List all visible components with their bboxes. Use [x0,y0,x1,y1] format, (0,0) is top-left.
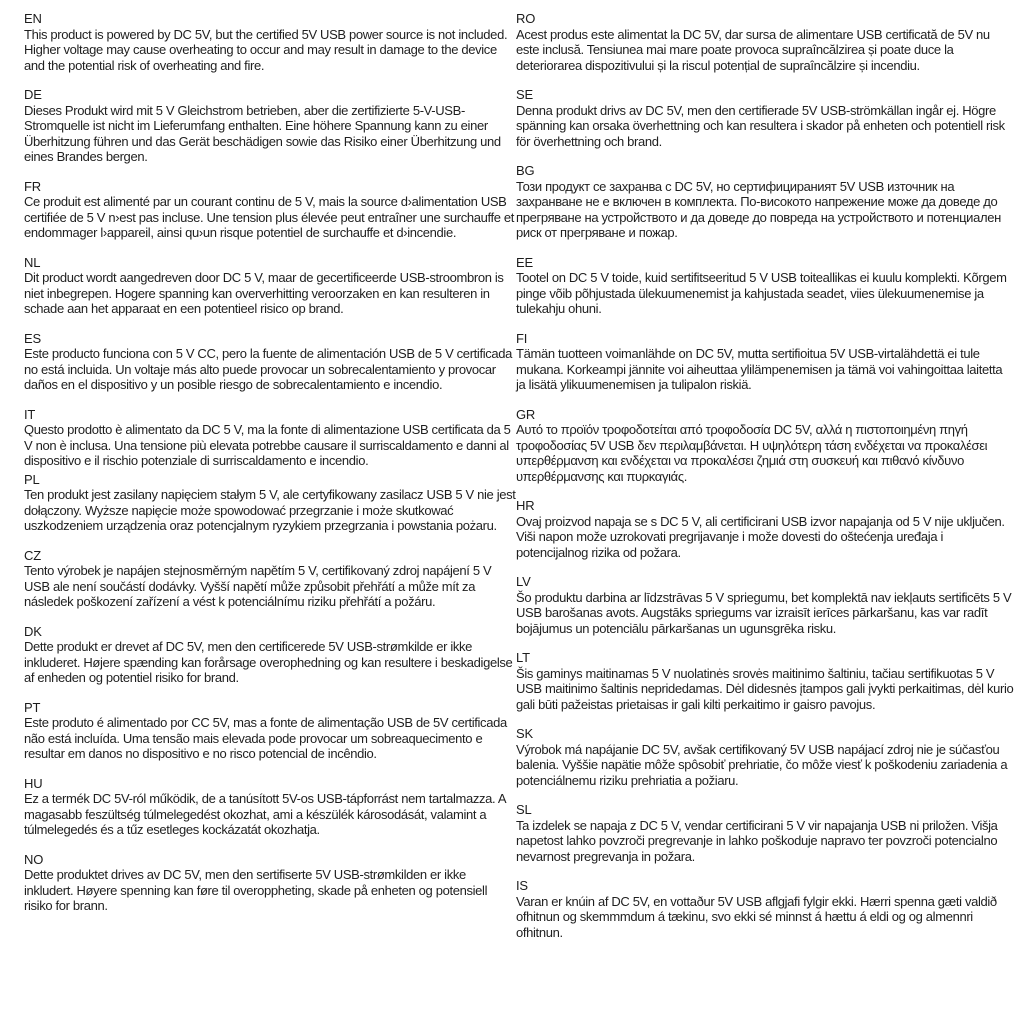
language-section [516,255,1014,317]
language-paragraph: Този продукт се захранва с DC 5V, но сертифицираният 5V USB източник на захранване не е включен в комплекта. По-високото напрежение може да доведе до прегряване на устройството и да доведе до повреда на устройството и потенциален риск от прегряване и пожар. [516,178,1001,240]
language-section [24,407,516,469]
language-code: IT [24,406,36,422]
language-section [24,179,516,241]
language-paragraph: Αυτό το προϊόν τροφοδοτείται από τροφοδοσία DC 5V, αλλά η πιστοποιημένη πηγή τροφοδοσίας 5V USB δεν περιλαμβάνεται. Η υψηλότερη τάση ενδέχεται να προκαλέσει υπερθέρμανση και ενδέχεται να προκαλέσει ζημιά στη συσκευή και πιθανό κίνδυνο υπερθέρμανσης και πυρκαγιάς. [516,422,988,484]
language-paragraph: Dieses Produkt wird mit 5 V Gleichstrom betrieben, aber die zertifizierte 5-V-USB-Stromquelle ist nicht im Lieferumfang enthalten. Eine höhere Spannung kann zu einer Überhitzung führen und das Gerät beschädigen sowie das Risiko einer Überhitzung und eines Brandes bergen. [24,102,501,164]
language-paragraph: Dette produkt er drevet af DC 5V, men den certificerede 5V USB-strømkilde er ikke inkluderet. Højere spænding kan forårsage overophedning og kan resultere i beskadigelse af enheden og potentiel risiko for brand. [24,639,513,685]
language-code: LV [516,574,531,589]
language-paragraph: Dit product wordt aangedreven door DC 5 V, maar de gecertificeerde USB-stroombron is niet inbegrepen. Hogere spanning kan oververhitting veroorzaken en kan resulteren in schade aan het apparaat en een potentieel risico op brand. [24,270,504,316]
language-code: EN [24,11,42,26]
language-paragraph: Ez a termék DC 5V-ról működik, de a tanúsított 5V-os USB-tápforrást nem tartalmazza. A magasabb feszültség túlmelegedést okozhat, ami a készülék károsodását, valamint a túlmelegedés és a tűz esetleges kockázatát okozhatja. [24,791,506,837]
language-code: SE [516,87,533,102]
language-code: FR [24,178,41,194]
language-paragraph: Ten produkt jest zasilany napięciem stałym 5 V, ale certyfikowany zasilacz USB 5 V nie jest dołączony. Wyższe napięcie może spowodować przegrzanie i może skutkować uszkodzeniem urządzenia oraz potencjalnym ryzykiem przegrzania i powstania pożaru. [24,487,516,533]
language-code: NO [24,851,44,867]
language-section [24,548,516,610]
language-paragraph: Výrobok má napájanie DC 5V, avšak certifikovaný 5V USB napájací zdroj nie je súčasťou balenia. Vyššie napätie môže spôsobiť prehriatie, čo môže viesť k poškodeniu zariadenia a potenciálnemu riziku prehriatia a požiaru. [516,741,1008,788]
language-code: DE [24,87,42,102]
language-section [516,802,1014,864]
column-right [516,11,1014,954]
language-code: EE [516,254,533,270]
language-section [516,498,1014,560]
language-paragraph: Tootel on DC 5 V toide, kuid sertifitseeritud 5 V USB toiteallikas ei kuulu komplekti. Kõrgem pinge võib põhjustada ülekuumenemist ja kahjustada seadet, viies ülekuumenemise ja tulekahju ohuni. [516,270,1007,316]
language-code: NL [24,254,41,270]
language-paragraph: Este produto é alimentado por CC 5V, mas a fonte de alimentação USB de 5V certificada não está incluída. Uma tensão mais elevada pode provocar um sobreaquecimento e resultar em danos no dispositivo e no risco potencial de incêndio. [24,715,507,761]
language-code: HU [24,775,43,791]
language-code: ES [24,330,41,346]
language-paragraph: Tento výrobek je napájen stejnosměrným napětím 5 V, certifikovaný zdroj napájení 5 V USB ale není součástí dodávky. Vyšší napětí může způsobit přehřátí a může mít za následek poškození zařízení a vést k potenciálnímu riziku přehřátí a požáru. [24,563,492,609]
language-section [24,700,516,762]
language-section [516,650,1014,712]
language-code: HR [516,498,535,513]
language-section [24,776,516,838]
language-paragraph: Questo prodotto è alimentato da DC 5 V, ma la fonte di alimentazione USB certificata da 5 V non è inclusa. Una tensione più elevata potrebbe causare il surriscaldamento e danni al dispositivo e il rischio potenziale di surriscaldamento e incendio. [24,422,511,468]
language-code: GR [516,406,536,422]
language-section [24,472,516,534]
language-section [24,331,516,393]
language-paragraph: Šis gaminys maitinamas 5 V nuolatinės srovės maitinimo šaltiniu, tačiau sertifikuotas 5 V USB maitinimo šaltinis nepridedamas. Dėl didesnės įtampos gali įvykti perkaitimas, dėl kurio gali būti pažeistas prietaisas ir gali kilti perkaitimo ir gaisro pavojus. [516,665,1014,712]
language-section [24,87,516,165]
language-code: LT [516,650,530,665]
language-paragraph: Dette produktet drives av DC 5V, men den sertifiserte 5V USB-strømkilden er ikke inkludert. Høyere spenning kan føre til overoppheting, skade på enheten og potensiell risiko for brann. [24,867,488,913]
language-code: RO [516,11,536,26]
language-paragraph: Šo produktu darbina ar līdzstrāvas 5 V spriegumu, bet komplektā nav iekļauts sertificēts 5 V USB barošanas avots. Augstāks spriegums var izraisīt ierīces pārkaršanu, kas var radīt bojājumus un potenciālu pārkaršanas un ugunsgrēka risku. [516,589,1012,636]
language-paragraph: Tämän tuotteen voimanlähde on DC 5V, mutta sertifioitua 5V USB-virtalähdettä ei tule mukana. Korkeampi jännite voi aiheuttaa ylilämpenemisen ja tämä voi vahingoittaa laitetta ja lisätä ylikuumenemisen ja tulipalon riskiä. [516,346,1003,392]
language-paragraph: Ta izdelek se napaja z DC 5 V, vendar certificirani 5 V vir napajanja USB ni priložen. Višja napetost lahko povzroči pregrevanje in lahko poškoduje napravo ter povzroči potencialno nevarnost pregrevanja in požara. [516,817,998,864]
language-code: PT [24,699,41,715]
language-section [516,726,1014,788]
language-section [516,878,1014,940]
language-section [24,624,516,686]
language-code: SK [516,726,533,741]
language-paragraph: Ce produit est alimenté par un courant continu de 5 V, mais la source d›alimentation USB certifiée de 5 V n›est pas incluse. Une tension plus élevée peut entraîner une surchauffe et endommager l›appareil, ainsi qu›un risque potentiel de surchauffe et d›incendie. [24,194,515,240]
language-paragraph: Denna produkt drivs av DC 5V, men den certifierade 5V USB-strömkällan ingår ej. Högre spänning kan orsaka överhettning och kan resultera i skador på enheten och potentiell risk för överhettning och brand. [516,102,1005,149]
language-section [24,255,516,317]
language-code: BG [516,163,535,178]
language-paragraph: Ovaj proizvod napaja se s DC 5 V, ali certificirani USB izvor napajanja od 5 V nije uključen. Viši napon može uzrokovati pregrijavanje i može dovesti do oštećenja uređaja i potencijalnog rizika od požara. [516,513,1005,560]
language-code: DK [24,623,42,639]
language-section [516,87,1014,149]
language-section [516,574,1014,636]
language-section [516,11,1014,73]
language-code: FI [516,330,528,346]
language-paragraph: This product is powered by DC 5V, but the certified 5V USB power source is not included. Higher voltage may cause overheating to occur and may result in damage to the device and the potential risk of overheating and fire. [24,26,508,73]
language-code: PL [24,471,40,487]
language-code: CZ [24,547,41,563]
language-code: SL [516,802,532,817]
language-code: IS [516,878,528,893]
language-paragraph: Acest produs este alimentat la DC 5V, dar sursa de alimentare USB certificată de 5V nu este inclusă. Tensiunea mai mare poate provoca supraîncălzirea și poate duce la deteriorarea dispozitivului și la riscul potențial de supraîncălzire și incendiu. [516,26,990,73]
language-paragraph: Este producto funciona con 5 V CC, pero la fuente de alimentación USB de 5 V certificada no está incluida. Un voltaje más alto puede provocar un sobrecalentamiento y provocar daños en el dispositivo y un posible riesgo de sobrecalentamiento e incendio. [24,346,513,392]
language-section [516,407,1014,485]
language-section [516,331,1014,393]
language-section [24,852,516,914]
language-section [24,11,516,73]
language-paragraph: Varan er knúin af DC 5V, en vottaður 5V USB aflgjafi fylgir ekki. Hærri spenna gæti valdið ofhitnun og skemmmdum á tækinu, svo ekki sé minnst á hættu á eldi og og almennri ofhitnun. [516,893,997,940]
language-section [516,163,1014,241]
column-left [24,11,516,928]
